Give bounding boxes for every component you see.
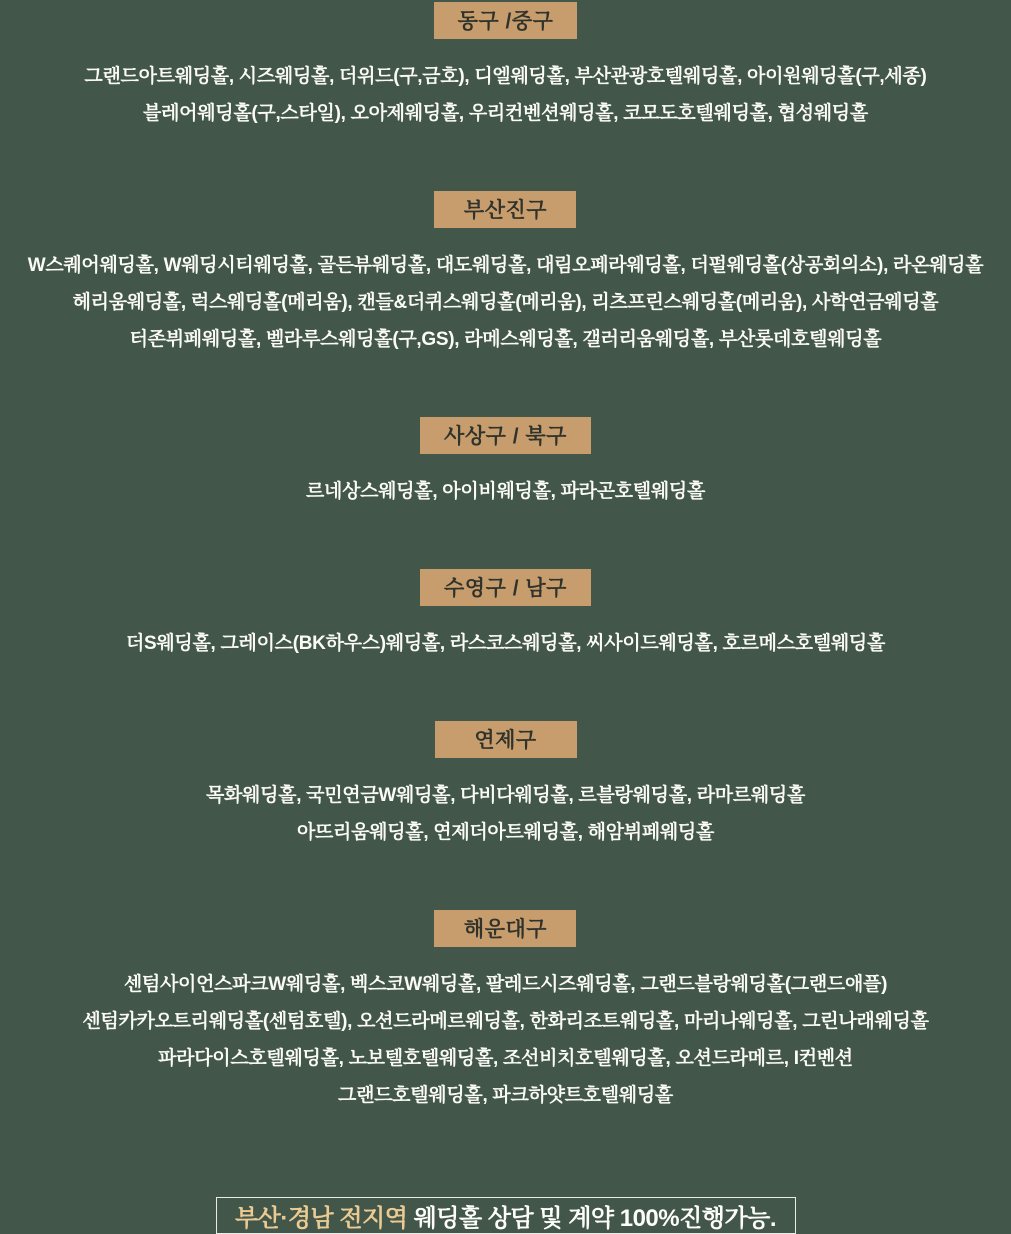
hall-list-line: 파라다이스호텔웨딩홀, 노보텔호텔웨딩홀, 조선비치호텔웨딩홀, 오션드라메르, I컨벤션 xyxy=(158,1048,853,1069)
section-yeonjegu xyxy=(206,721,805,858)
hall-list-line: 그랜드호텔웨딩홀, 파크하얏트호텔웨딩홀 xyxy=(338,1085,673,1106)
section-haeundaegu xyxy=(82,910,928,1121)
hall-list-line: 더S웨딩홀, 그레이스(BK하우스)웨딩홀, 라스코스웨딩홀, 씨사이드웨딩홀, 호르메스호텔웨딩홀 xyxy=(125,633,886,654)
hall-list-line: 르네상스웨딩홀, 아이비웨딩홀, 파라곤호텔웨딩홀 xyxy=(305,481,706,502)
hall-list-line: 센텀사이언스파크W웨딩홀, 벡스코W웨딩홀, 팔레드시즈웨딩홀, 그랜드블랑웨딩홀(그랜드애플) xyxy=(123,974,888,995)
section-badge: 사상구 / 북구 xyxy=(420,417,591,454)
section-busanjingu xyxy=(28,191,984,365)
hall-list-line: 헤리움웨딩홀, 럭스웨딩홀(메리움), 캔들&더퀴스웨딩홀(메리움), 리츠프린스웨딩홀(메리움), 사학연금웨딩홀 xyxy=(72,292,939,313)
hall-list-line: 목화웨딩홀, 국민연금W웨딩홀, 다비다웨딩홀, 르블랑웨딩홀, 라마르웨딩홀 xyxy=(205,785,806,806)
hall-list-line: 터존뷔페웨딩홀, 벨라루스웨딩홀(구,GS), 라메스웨딩홀, 갤러리움웨딩홀, 부산롯데호텔웨딩홀 xyxy=(129,329,882,350)
hall-list-line: 그랜드아트웨딩홀, 시즈웨딩홀, 더위드(구,금호), 디엘웨딩홀, 부산관광호텔웨딩홀, 아이원웨딩홀(구,세종) xyxy=(84,66,927,87)
footer-highlight: 부산·경남 전지역 xyxy=(234,1205,408,1232)
section-sasanggu-bukgu xyxy=(306,417,705,517)
hall-list-line: 센텀카카오트리웨딩홀(센텀호텔), 오션드라메르웨딩홀, 한화리조트웨딩홀, 마리나웨딩홀, 그린나래웨딩홀 xyxy=(82,1011,929,1032)
footer-text xyxy=(235,1198,776,1233)
section-suyeonggu-namgu xyxy=(126,569,885,669)
hall-list-line: 아뜨리움웨딩홀, 연제더아트웨딩홀, 해암뷔페웨딩홀 xyxy=(296,822,715,843)
footer-rest: 웨딩홀 상담 및 계약 100%진행가능. xyxy=(407,1205,777,1232)
footer-banner xyxy=(216,1197,796,1234)
section-badge: 동구 /중구 xyxy=(434,2,578,39)
hall-list-line: 블레어웨딩홀(구,스타일), 오아제웨딩홀, 우리컨벤션웨딩홀, 코모도호텔웨딩홀, 협성웨딩홀 xyxy=(143,103,868,124)
section-badge: 연제구 xyxy=(435,721,577,758)
section-badge: 수영구 / 남구 xyxy=(420,569,591,606)
hall-list-line: W스퀘어웨딩홀, W웨딩시티웨딩홀, 골든뷰웨딩홀, 대도웨딩홀, 대림오페라웨딩홀, 더펄웨딩홀(상공회의소), 라온웨딩홀 xyxy=(27,255,984,276)
section-donggu-junggu xyxy=(84,2,926,139)
section-badge: 해운대구 xyxy=(434,910,576,947)
section-badge: 부산진구 xyxy=(434,191,576,228)
